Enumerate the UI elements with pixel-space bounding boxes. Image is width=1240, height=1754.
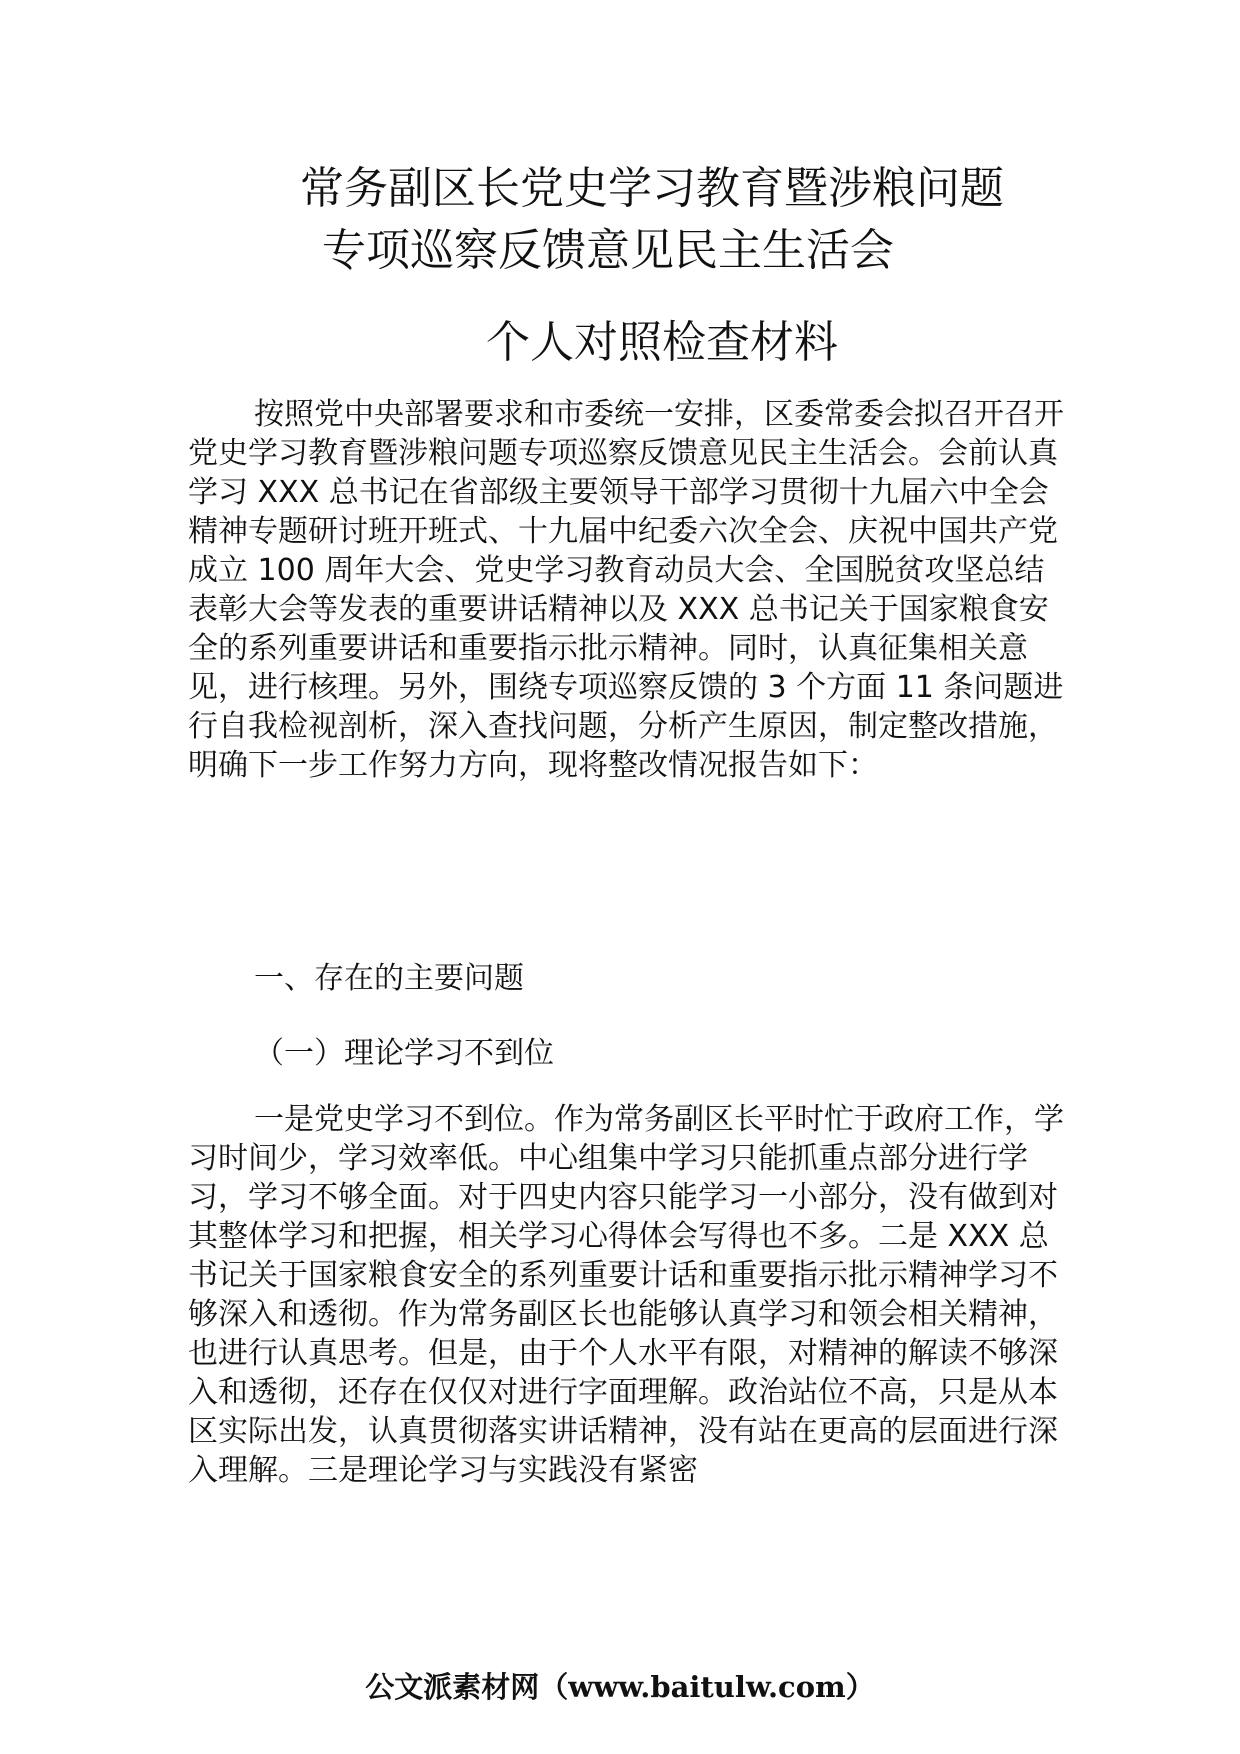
section-heading: 一、存在的主要问题 <box>254 961 524 996</box>
title-line-1: 常务副区长党史学习教育暨涉粮问题 <box>300 163 1004 214</box>
subsection-heading: （一）理论学习不到位 <box>254 1036 554 1071</box>
intro-paragraph: 按照党中央部署要求和市委统一安排，区委常委会拟召开召开党史学习教育暨涉粮问题专项巡察反馈意见民主生活会。会前认真学习 XXX 总书记在省部级主要领导干部学习贯彻十九届六中全会精神专题研讨班开班式、十九届中纪委六次全会、庆祝中国共产党成立 100 周年大会、党史学习教育动员大会、全国脱贫攻坚总结表彰大会等发表的重要讲话精神以及 XXX 总书记关于国家粮食安全的系列重要讲话和重要指示批示精神。同时，认真征集相关意见，进行核理。另外，围绕专项巡察反馈的 3 个方面 11 条问题进行自我检视剖析，深入查找问题，分析产生原因，制定整改措施，明确下一步工作努力方向，现将整改情况报告如下： <box>188 397 1064 783</box>
body-paragraph: 一是党史学习不到位。作为常务副区长平时忙于政府工作，学习时间少，学习效率低。中心组集中学习只能抓重点部分进行学习，学习不够全面。对于四史内容只能学习一小部分，没有做到对其整体学习和把握，相关学习心得体会写得也不多。二是 XXX 总书记关于国家粮食安全的系列重要计话和重要指示批示精神学习不够深入和透彻。作为常务副区长也能够认真学习和领会相关精神，也进行认真思考。但是，由于个人水平有限，对精神的解读不够深入和透彻，还存在仅仅对进行字面理解。政治站位不高，只是从本区实际出发，认真贯彻落实讲话精神，没有站在更高的层面进行深入理解。三是理论学习与实践没有紧密 <box>188 1102 1064 1488</box>
footer-watermark: 公文派素材网（www.baitulw.com） <box>365 1670 875 1704</box>
title-line-2: 专项巡察反馈意见民主生活会 <box>322 225 894 276</box>
title-line-3: 个人对照检查材料 <box>486 317 838 368</box>
